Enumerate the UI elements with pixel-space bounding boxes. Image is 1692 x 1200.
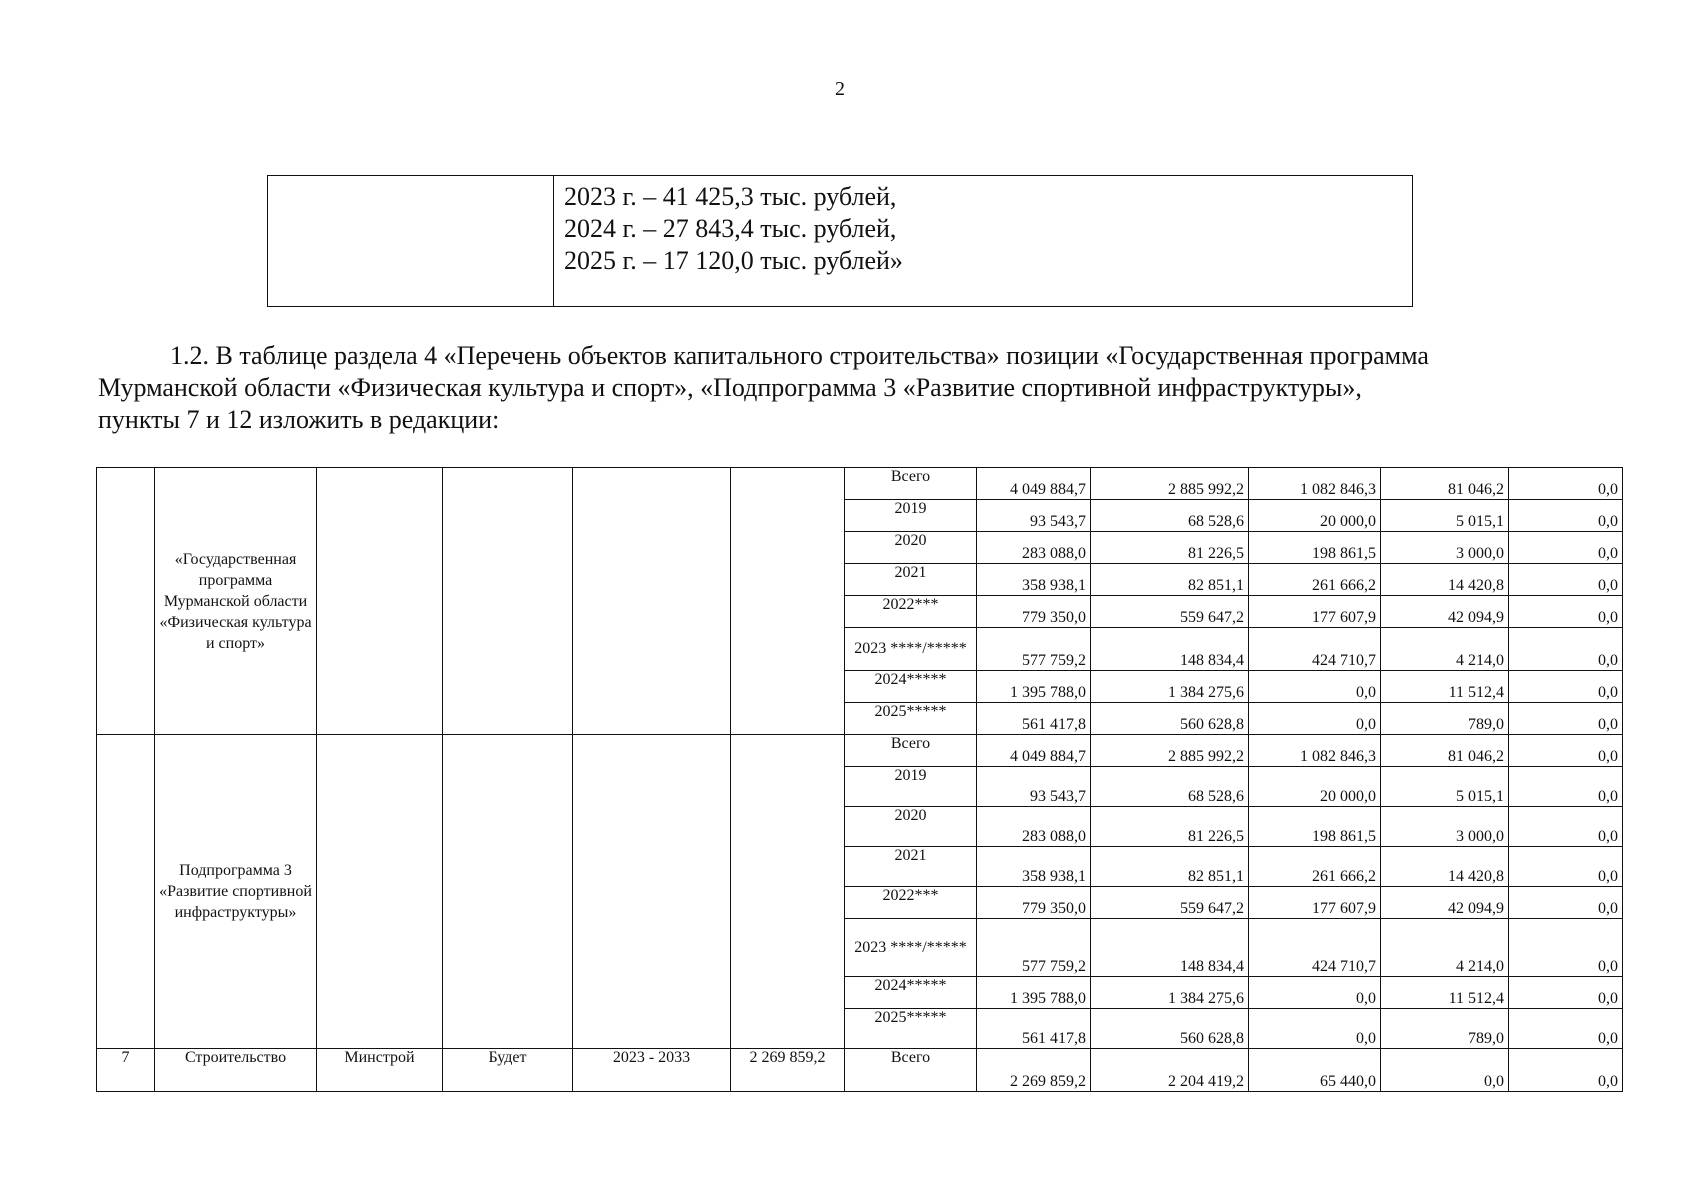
value-cell: 261 666,2 [1249,847,1381,887]
value-cell: 68 528,6 [1091,500,1249,532]
table-row [97,1049,1623,1092]
paragraph-line-3: пункты 7 и 12 изложить в редакции: [98,405,500,434]
value-cell: 177 607,9 [1249,887,1381,919]
value-cell: 577 759,2 [977,919,1091,977]
value-cell: 0,0 [1249,1009,1381,1049]
value-cell: 2 885 992,2 [1091,468,1249,500]
value-cell: 3 000,0 [1381,807,1509,847]
customer-cell: Минстрой [317,1049,443,1092]
value-cell: 0,0 [1249,703,1381,735]
empty-cell [317,735,443,1049]
value-cell: 789,0 [1381,1009,1509,1049]
paragraph-line-1: 1.2. В таблице раздела 4 «Перечень объектов капитального строительства» позиции «Государственная программа [170,341,1429,370]
paragraph-line-2: Мурманской области «Физическая культура и спорт», «Подпрограмма 3 «Развитие спортивной инфраструктуры», [98,373,1362,402]
value-cell: 358 938,1 [977,564,1091,596]
capital-construction-table [96,467,1623,1092]
year-cell: 2023 ****/***** [845,628,977,671]
value-cell: 1 082 846,3 [1249,735,1381,767]
value-cell: 559 647,2 [1091,596,1249,628]
value-cell: 82 851,1 [1091,564,1249,596]
table-row [97,468,1623,500]
value-cell: 789,0 [1381,703,1509,735]
value-cell: 0,0 [1509,703,1623,735]
value-cell: 1 395 788,0 [977,671,1091,703]
value-cell: 198 861,5 [1249,532,1381,564]
value-cell: 779 350,0 [977,887,1091,919]
value-cell: 14 420,8 [1381,847,1509,887]
value-cell: 4 214,0 [1381,628,1509,671]
funding-years-cell [554,176,913,306]
value-cell: 1 384 275,6 [1091,671,1249,703]
value-cell: 2 204 419,2 [1091,1049,1249,1092]
value-cell: 424 710,7 [1249,919,1381,977]
period-cell: 2023 - 2033 [573,1049,731,1092]
value-cell: 424 710,7 [1249,628,1381,671]
value-cell: 11 512,4 [1381,671,1509,703]
empty-cell [317,468,443,735]
value-cell: 42 094,9 [1381,596,1509,628]
value-cell: 81 226,5 [1091,807,1249,847]
value-cell: 0,0 [1509,596,1623,628]
year-cell: 2020 [845,807,977,847]
value-cell: 20 000,0 [1249,767,1381,807]
value-cell: 0,0 [1509,628,1623,671]
year-cell: 2025***** [845,1009,977,1049]
table-row [97,735,1623,767]
value-cell: 11 512,4 [1381,977,1509,1009]
value-cell: 0,0 [1249,977,1381,1009]
value-cell: 20 000,0 [1249,500,1381,532]
value-cell: 4 049 884,7 [977,735,1091,767]
num-cell [97,468,155,735]
year-cell: 2024***** [845,977,977,1009]
year-cell: 2025***** [845,703,977,735]
value-cell: 561 417,8 [977,1009,1091,1049]
cost-cell: 2 269 859,2 [731,1049,845,1092]
value-cell: 0,0 [1509,767,1623,807]
empty-cell [731,468,845,735]
value-cell: 1 082 846,3 [1249,468,1381,500]
funding-line-2024: 2024 г. – 27 843,4 тыс. рублей, [564,214,897,243]
year-cell: 2022*** [845,887,977,919]
value-cell: 0,0 [1249,671,1381,703]
value-cell: 0,0 [1509,847,1623,887]
value-cell: 283 088,0 [977,807,1091,847]
state-program-label: «Государственная программа Мурманской области «Физическая культура и спорт» [155,468,317,735]
value-cell: 14 420,8 [1381,564,1509,596]
year-cell: 2020 [845,532,977,564]
funding-line-2023: 2023 г. – 41 425,3 тыс. рублей, [564,182,897,211]
value-cell: 561 417,8 [977,703,1091,735]
value-cell: 0,0 [1509,671,1623,703]
year-cell: 2023 ****/***** [845,919,977,977]
row-number-cell: 7 [97,1049,155,1092]
year-cell: Всего [845,1049,977,1092]
value-cell: 0,0 [1381,1049,1509,1092]
page-number: 2 [835,78,845,100]
value-cell: 81 046,2 [1381,468,1509,500]
value-cell: 81 226,5 [1091,532,1249,564]
value-cell: 3 000,0 [1381,532,1509,564]
object-name-cell: Строительство [155,1049,317,1092]
value-cell: 198 861,5 [1249,807,1381,847]
value-cell: 0,0 [1509,807,1623,847]
funding-line-2025: 2025 г. – 17 120,0 тыс. рублей» [564,246,903,275]
value-cell: 358 938,1 [977,847,1091,887]
value-cell: 261 666,2 [1249,564,1381,596]
year-cell: 2021 [845,847,977,887]
year-cell: Всего [845,735,977,767]
value-cell: 68 528,6 [1091,767,1249,807]
value-cell: 1 384 275,6 [1091,977,1249,1009]
amendment-paragraph [98,340,1578,436]
empty-cell [443,468,573,735]
value-cell: 0,0 [1509,500,1623,532]
value-cell: 0,0 [1509,977,1623,1009]
value-cell: 559 647,2 [1091,887,1249,919]
value-cell: 148 834,4 [1091,628,1249,671]
empty-cell [443,735,573,1049]
value-cell: 560 628,8 [1091,1009,1249,1049]
value-cell: 2 269 859,2 [977,1049,1091,1092]
value-cell: 82 851,1 [1091,847,1249,887]
value-cell: 1 395 788,0 [977,977,1091,1009]
year-cell: Всего [845,468,977,500]
empty-cell [573,468,731,735]
value-cell: 177 607,9 [1249,596,1381,628]
value-cell: 0,0 [1509,468,1623,500]
value-cell: 0,0 [1509,1009,1623,1049]
value-cell: 0,0 [1509,919,1623,977]
value-cell: 0,0 [1509,1049,1623,1092]
value-cell: 93 543,7 [977,767,1091,807]
funding-continuation-box [267,175,1413,307]
value-cell: 560 628,8 [1091,703,1249,735]
value-cell: 283 088,0 [977,532,1091,564]
value-cell: 0,0 [1509,887,1623,919]
value-cell: 93 543,7 [977,500,1091,532]
value-cell: 4 214,0 [1381,919,1509,977]
value-cell: 2 885 992,2 [1091,735,1249,767]
value-cell: 779 350,0 [977,596,1091,628]
funding-empty-cell [268,176,554,306]
value-cell: 4 049 884,7 [977,468,1091,500]
year-cell: 2022*** [845,596,977,628]
value-cell: 0,0 [1509,564,1623,596]
value-cell: 0,0 [1509,532,1623,564]
subprogram-label: Подпрограмма 3 «Развитие спортивной инфраструктуры» [155,735,317,1049]
value-cell: 148 834,4 [1091,919,1249,977]
num-cell [97,735,155,1049]
year-cell: 2024***** [845,671,977,703]
value-cell: 0,0 [1509,735,1623,767]
year-cell: 2019 [845,500,977,532]
value-cell: 5 015,1 [1381,767,1509,807]
value-cell: 81 046,2 [1381,735,1509,767]
empty-cell [573,735,731,1049]
empty-cell [731,735,845,1049]
value-cell: 42 094,9 [1381,887,1509,919]
value-cell: 65 440,0 [1249,1049,1381,1092]
value-cell: 577 759,2 [977,628,1091,671]
status-cell: Будет [443,1049,573,1092]
year-cell: 2019 [845,767,977,807]
year-cell: 2021 [845,564,977,596]
value-cell: 5 015,1 [1381,500,1509,532]
